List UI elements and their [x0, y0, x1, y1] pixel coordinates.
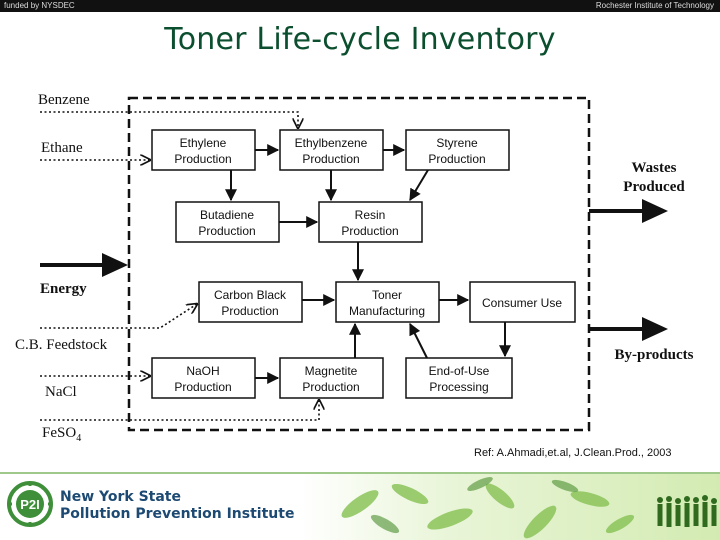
organization-name-line2: Pollution Prevention Institute	[60, 506, 295, 522]
svg-text:Production: Production	[302, 380, 360, 394]
svg-text:Magnetite: Magnetite	[304, 364, 358, 378]
input-feso4: FeSO$_4$	[42, 425, 82, 444]
box-naoh-production	[152, 358, 255, 398]
slide-title: Toner Life-cycle Inventory	[164, 22, 556, 57]
box-carbon-black-production	[199, 282, 302, 322]
svg-text:Ethylbenzene: Ethylbenzene	[294, 136, 368, 150]
svg-text:Resin: Resin	[354, 208, 386, 222]
input-nacl: NaCl	[45, 384, 77, 400]
svg-text:Butadiene: Butadiene	[199, 208, 255, 222]
arrow-cb-feedstock-input	[40, 304, 197, 328]
input-ethane: Ethane	[41, 140, 83, 156]
leaf-people-banner	[300, 474, 720, 540]
box-magnetite-production	[280, 358, 383, 398]
svg-text:Production: Production	[174, 380, 232, 394]
box-butadiene-production	[176, 202, 279, 242]
svg-text:Ethylene: Ethylene	[179, 136, 227, 150]
arrow-energy-input	[40, 253, 128, 277]
arrow-feso4-input	[40, 400, 319, 420]
svg-text:Production: Production	[198, 224, 256, 238]
p2i-logo-icon	[6, 480, 54, 528]
reference-citation: Ref: A.Ahmadi,et.al, J.Clean.Prod., 2003	[474, 447, 672, 459]
svg-text:Production: Production	[428, 152, 486, 166]
arrow-styrene-to-resin	[410, 170, 428, 200]
svg-text:Styrene: Styrene	[436, 136, 478, 150]
funding-credit: funded by NYSDEC	[4, 1, 75, 10]
box-toner-manufacturing	[336, 282, 439, 322]
institute-credit: Rochester Institute of Technology	[595, 1, 714, 10]
organization-name	[60, 489, 294, 523]
input-cb-feedstock: C.B. Feedstock	[15, 337, 108, 353]
svg-text:Processing: Processing	[429, 380, 489, 394]
svg-text:Consumer Use: Consumer Use	[481, 296, 563, 310]
box-ethylbenzene-production	[280, 130, 383, 170]
svg-text:NaOH: NaOH	[186, 364, 220, 378]
arrow-end-of-use-to-toner	[410, 324, 427, 358]
svg-text:Toner: Toner	[371, 288, 403, 302]
svg-text:Carbon Black: Carbon Black	[213, 288, 287, 302]
box-ethylene-production	[152, 130, 255, 170]
svg-text:Production: Production	[341, 224, 399, 238]
svg-text:Production: Production	[174, 152, 232, 166]
svg-text:P2I: P2I	[20, 497, 40, 512]
arrow-wastes-output	[589, 199, 668, 223]
svg-text:Manufacturing: Manufacturing	[348, 304, 426, 318]
svg-text:Production: Production	[302, 152, 360, 166]
arrow-byproducts-output	[589, 317, 668, 341]
arrow-benzene-input	[40, 112, 298, 128]
output-byproducts: By-products	[614, 347, 694, 363]
input-benzene: Benzene	[38, 92, 90, 108]
input-energy: Energy	[40, 281, 87, 297]
svg-text:End-of-Use: End-of-Use	[428, 364, 490, 378]
organization-name-line1: New York State	[60, 489, 181, 505]
box-resin-production	[319, 202, 422, 242]
box-styrene-production	[406, 130, 509, 170]
output-wastes-line2: Produced	[623, 179, 685, 195]
svg-text:Production: Production	[221, 304, 279, 318]
box-consumer-use	[470, 282, 575, 322]
output-wastes-line1: Wastes	[631, 160, 677, 176]
box-end-of-use-processing	[406, 358, 512, 398]
